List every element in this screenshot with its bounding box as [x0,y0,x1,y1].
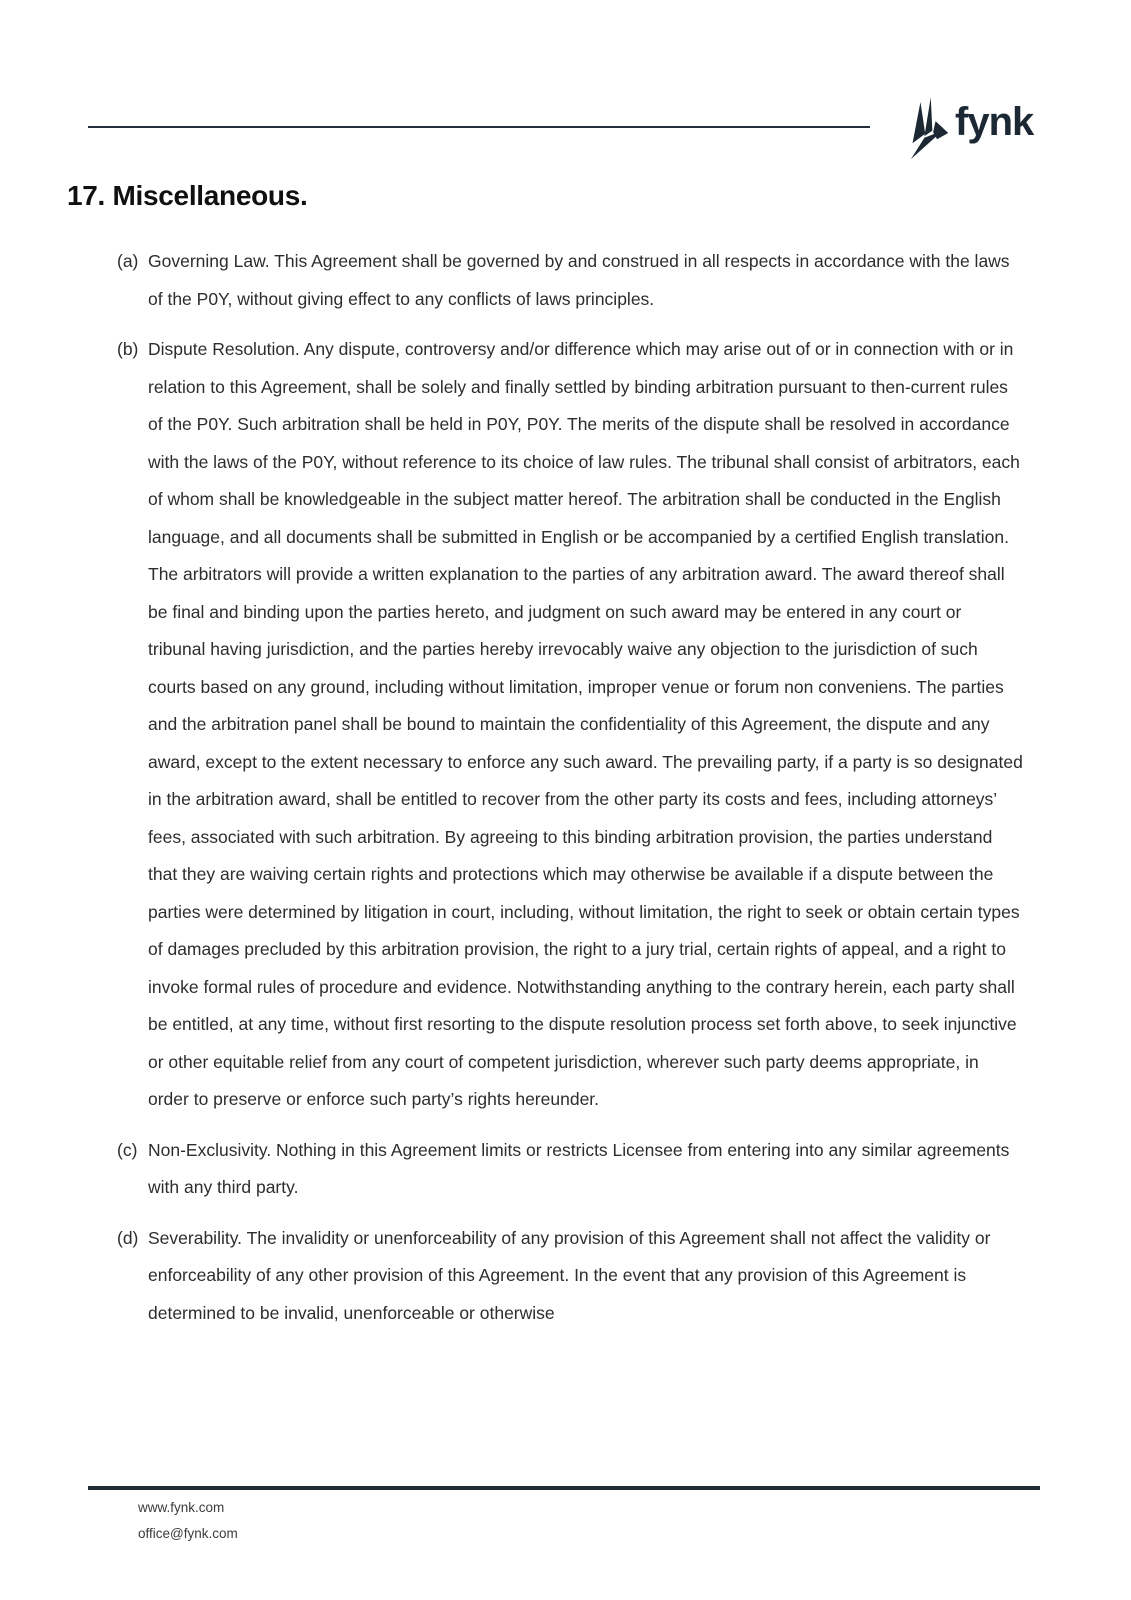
clause-marker: (a) [117,251,139,271]
clause-item-c [117,1132,1023,1207]
clause-item-a [117,243,1023,318]
clause-marker: (b) [117,339,139,359]
section-heading: 17. Miscellaneous. [67,180,308,211]
footer-divider [88,1486,1040,1490]
brand-wordmark: fynk [955,100,1034,144]
clause-item-d [117,1220,1023,1333]
clause-item-b [117,331,1023,1119]
brand-logo [903,96,1053,166]
clause-text: Governing Law. This Agreement shall be governed by and construed in all respects in accordance with the laws of the P0Y, without giving effect to any conflicts of laws principles. [148,251,1010,309]
clause-marker: (d) [117,1227,139,1248]
footer-email: office@fynk.com [138,1526,238,1541]
header-divider [88,126,870,128]
clause-marker: (c) [117,1139,138,1160]
clause-list [117,243,1023,1345]
origami-bird-icon [903,97,949,161]
clause-text: Non-Exclusivity. Nothing in this Agreement limits or restricts Licensee from entering into any similar agreements with any third party. [148,1139,1010,1197]
clause-text: Severability. The invalidity or unenforceability of any provision of this Agreement shall not affect the validity or enforceability of any other provision of this Agreement. In the event that any provision of this Agreement is determined to be invalid, unenforceable or otherwise [148,1227,991,1323]
footer [138,1495,238,1547]
clause-text: Dispute Resolution. Any dispute, controversy and/or difference which may arise out of or in connection with or in relation to this Agreement, shall be solely and finally settled by binding arbitration pursuant to then-current rules of the P0Y. Such arbitration shall be held in P0Y, P0Y. The merits of the dispute shall be resolved in accordance with the laws of the P0Y, without reference to its choice of law rules. The tribunal shall consist of arbitrators, each of whom shall be knowledgeable in the subject matter hereof. The arbitration shall be conducted in the English language, and all documents shall be submitted in English or be accompanied by a certified English translation. The arbitrators will provide a written explanation to the parties of any arbitration award. The award thereof shall be final and binding upon the parties hereto, and judgment on such award may be entered in any court or tribunal having jurisdiction, and the parties hereby irrevocably waive any objection to the jurisdiction of such courts based on any ground, including without limitation, improper venue or forum non conveniens. The parties and the arbitration panel shall be bound to maintain the confidentiality of this Agreement, the dispute and any award, except to the extent necessary to enforce any such award. The prevailing party, if a party is so designated in the arbitration award, shall be entitled to recover from the other party its costs and fees, including attorneys’ fees, associated with such arbitration. By agreeing to this binding arbitration provision, the parties understand that they are waiving certain rights and protections which may otherwise be available if a dispute between the parties were determined by litigation in court, including, without limitation, the right to seek or obtain certain types of damages precluded by this arbitration provision, the right to a jury trial, certain rights of appeal, and a right to invoke formal rules of procedure and evidence. Notwithstanding anything to the contrary herein, each party shall be entitled, at any time, without first resorting to the dispute resolution process set forth above, to seek injunctive or other equitable relief from any court of competent jurisdiction, wherever such party deems appropriate, in order to preserve or enforce such party’s rights hereunder. [148,339,1023,1109]
footer-website: www.fynk.com [138,1500,225,1515]
